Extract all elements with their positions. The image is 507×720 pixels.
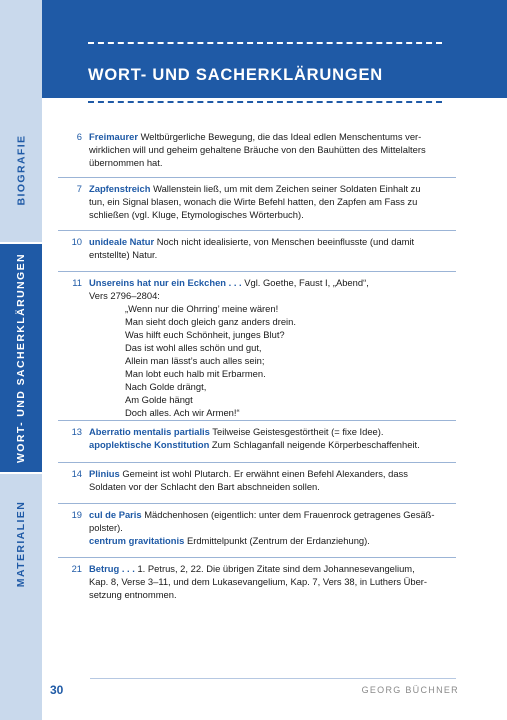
definition: entstellte) Natur.	[89, 249, 158, 260]
line-number: 7	[76, 183, 82, 194]
definition: schließen (vgl. Kluge, Etymologisches Wörterbuch).	[89, 209, 304, 220]
title-dash-rule	[88, 101, 442, 103]
term: Unsereins hat nur ein Eckchen . . .	[89, 277, 242, 288]
line-number: 19	[71, 509, 82, 520]
definition: Erdmittelpunkt (Zentrum der Erdanziehung).	[184, 535, 370, 546]
term: Aberratio mentalis partialis	[89, 426, 210, 437]
definition: Kap. 8, Verse 3–11, und dem Lukasevangelium, Kap. 7, Vers 38, in Luthers Über-	[89, 576, 428, 587]
definition: Teilweise Geistesgestörtheit (= fixe Idee).	[209, 426, 384, 437]
poem-line: Doch alles. Ach wir Armen!“	[125, 407, 240, 418]
definition: Soldaten vor der Schlacht den Bart abschneiden sollen.	[89, 481, 320, 492]
line-number: 13	[71, 426, 82, 437]
entry-6	[58, 126, 456, 169]
header-banner	[42, 0, 507, 98]
poem-quote	[125, 302, 456, 419]
definition: Wallenstein ließ, um mit dem Zeichen seiner Soldaten Einhalt zu	[150, 183, 421, 194]
line-number: 11	[72, 277, 82, 288]
page-number: 30	[50, 683, 64, 697]
running-footer-author: GEORG BÜCHNER	[361, 685, 459, 695]
definition: 1. Petrus, 2, 22. Die übrigen Zitate sind dem Johannesevangelium,	[134, 563, 415, 574]
tab-biografie[interactable]	[0, 98, 42, 242]
tab-wort-und-sacherklaerungen[interactable]	[0, 244, 42, 472]
term: Betrug . . .	[89, 563, 135, 574]
term: cul de Paris	[89, 509, 142, 520]
definition: Weltbürgerliche Bewegung, die das Ideal edlen Menschentums ver-	[137, 131, 422, 142]
poem-line: Das ist wohl alles schön und gut,	[125, 342, 262, 353]
poem-line: Man lobt euch halb mit Erbarmen.	[125, 368, 266, 379]
definition: wirklichen will und geheim gehaltene Bräuche von den Bauhütten des Mittelalters	[89, 144, 426, 155]
poem-line: Nach Golde drängt,	[125, 381, 207, 392]
poem-line: Allein man lässt’s auch alles sein;	[125, 355, 265, 366]
definition: übernommen hat.	[89, 157, 163, 168]
term: Zapfenstreich	[89, 183, 151, 194]
entry-19	[58, 503, 456, 547]
term: apoplektische Konstitution	[89, 439, 210, 450]
entry-13	[58, 420, 456, 451]
tab-label: MATERIALIEN	[15, 500, 27, 588]
definition: Noch nicht idealisierte, von Menschen beeinflusste (und damit	[154, 236, 415, 247]
entry-7	[58, 177, 456, 221]
definition: polster).	[89, 522, 123, 533]
tab-materialien[interactable]	[0, 474, 42, 614]
poem-line: Man sieht doch gleich ganz anders drein.	[125, 316, 296, 327]
term: centrum gravitationis	[89, 535, 185, 546]
poem-line: „Wenn nur die Ohrring’ meine wären!	[125, 303, 279, 314]
definition: Mädchenhosen (eigentlich: unter dem Frauenrock getragenes Gesäß-	[141, 509, 435, 520]
entry-14	[58, 462, 456, 493]
definition: Vgl. Goethe, Faust I, „Abend“,	[241, 277, 369, 288]
poem-line: Am Golde hängt	[125, 394, 193, 405]
tab-label: WORT- UND SACHERKLÄRUNGEN	[15, 253, 27, 463]
entry-11	[58, 271, 456, 419]
line-number: 10	[71, 236, 82, 247]
header-dash-rule	[88, 42, 442, 44]
tab-label: BIOGRAFIE	[15, 134, 27, 206]
term: unideale Natur	[89, 236, 155, 247]
sidebar	[0, 0, 42, 720]
entry-21	[58, 557, 456, 601]
line-number: 21	[71, 563, 82, 574]
line-number: 14	[71, 468, 82, 479]
term: Plinius	[89, 468, 120, 479]
definition: setzung entnommen.	[89, 589, 177, 600]
definition: Zum Schlaganfall neigende Körperbeschaffenheit.	[209, 439, 420, 450]
line-number: 6	[76, 131, 82, 142]
term: Freimaurer	[89, 131, 138, 142]
entry-10	[58, 230, 456, 261]
definition: Gemeint ist wohl Plutarch. Er erwähnt einen Befehl Alexanders, dass	[119, 468, 408, 479]
poem-line: Was hilft euch Schönheit, junges Blut?	[125, 329, 285, 340]
footer-rule	[90, 678, 456, 679]
definition: Vers 2796–2804:	[89, 290, 160, 301]
page-title: WORT- UND SACHERKLÄRUNGEN	[88, 66, 383, 84]
definition: tun, ein Signal blasen, wonach die Wirte Befehl hatten, den Zapfen am Fass zu	[89, 196, 418, 207]
